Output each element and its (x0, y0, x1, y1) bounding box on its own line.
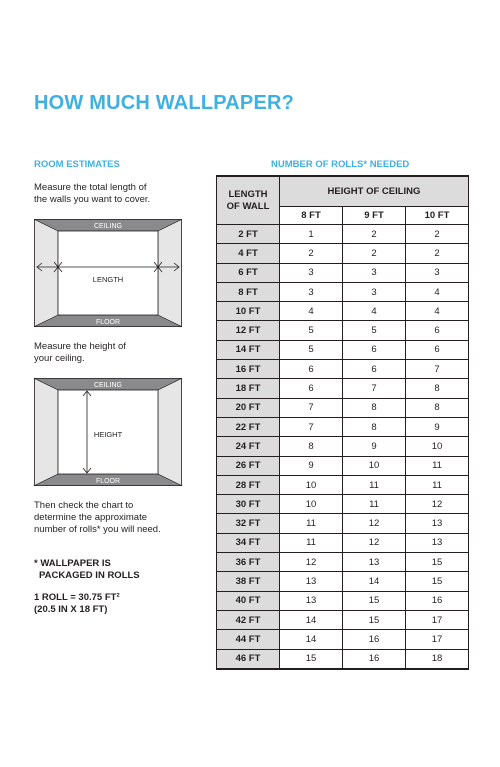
rolls-value-cell: 3 (406, 263, 469, 282)
wall-length-cell: 44 FT (217, 630, 280, 649)
table-row (217, 456, 469, 475)
table-row (217, 321, 469, 340)
check-line1: Then check the chart to (34, 500, 134, 511)
rolls-value-cell: 10 (343, 456, 406, 475)
rolls-value-cell: 11 (343, 495, 406, 514)
rolls-value-cell: 12 (406, 495, 469, 514)
rolls-value-cell: 16 (343, 649, 406, 669)
wall-length-cell: 34 FT (217, 533, 280, 552)
rolls-value-cell: 6 (343, 340, 406, 359)
wall-length-cell: 26 FT (217, 456, 280, 475)
rolls-value-cell: 14 (280, 610, 343, 629)
rolls-value-cell: 9 (280, 456, 343, 475)
wall-length-cell: 38 FT (217, 572, 280, 591)
rolls-value-cell: 8 (343, 417, 406, 436)
rolls-value-cell: 4 (280, 302, 343, 321)
rolls-value-cell: 7 (343, 379, 406, 398)
height-of-ceiling-header: HEIGHT OF CEILING (280, 176, 469, 207)
wall-length-cell: 4 FT (217, 244, 280, 263)
diagram2-height-label: HEIGHT (93, 430, 123, 439)
rolls-value-cell: 7 (280, 417, 343, 436)
rolls-value-cell: 11 (343, 475, 406, 494)
rolls-value-cell: 14 (343, 572, 406, 591)
rolls-value-cell: 13 (280, 591, 343, 610)
room-estimates-heading: ROOM ESTIMATES (34, 159, 120, 170)
rolls-value-cell: 17 (406, 630, 469, 649)
wall-length-cell: 20 FT (217, 398, 280, 417)
rolls-value-cell: 12 (343, 514, 406, 533)
wall-length-cell: 2 FT (217, 225, 280, 244)
wall-length-cell: 18 FT (217, 379, 280, 398)
roll-line2: (20.5 IN X 18 FT) (34, 604, 108, 615)
table-row (217, 591, 469, 610)
rolls-table (216, 175, 469, 670)
rolls-value-cell: 12 (343, 533, 406, 552)
rolls-value-cell: 15 (343, 610, 406, 629)
rolls-value-cell: 8 (406, 379, 469, 398)
measure-length-line2: the walls you want to cover. (34, 194, 151, 205)
packaging-note (34, 558, 140, 582)
rolls-value-cell: 13 (280, 572, 343, 591)
wall-length-cell: 46 FT (217, 649, 280, 669)
rolls-value-cell: 6 (280, 360, 343, 379)
measure-height-text (34, 341, 126, 365)
rolls-value-cell: 15 (280, 649, 343, 669)
rolls-value-cell: 7 (406, 360, 469, 379)
roll-size-note (34, 592, 120, 616)
rolls-value-cell: 11 (406, 475, 469, 494)
wall-length-cell: 36 FT (217, 553, 280, 572)
diagram2-ceiling-label: CEILING (93, 382, 123, 389)
wall-length-cell: 40 FT (217, 591, 280, 610)
table-row (217, 302, 469, 321)
rolls-value-cell: 3 (343, 282, 406, 301)
rolls-value-cell: 6 (280, 379, 343, 398)
rolls-value-cell: 4 (406, 282, 469, 301)
column-header: 9 FT (343, 207, 406, 225)
rolls-value-cell: 9 (343, 437, 406, 456)
length-of-wall-header (217, 176, 280, 225)
rolls-value-cell: 16 (343, 630, 406, 649)
rolls-value-cell: 2 (406, 225, 469, 244)
table-row (217, 379, 469, 398)
rolls-value-cell: 10 (280, 495, 343, 514)
rolls-value-cell: 8 (280, 437, 343, 456)
note-line2: PACKAGED IN ROLLS (39, 570, 140, 581)
diagram1-ceiling-label: CEILING (93, 223, 123, 230)
table-row (217, 225, 469, 244)
rolls-value-cell: 11 (280, 514, 343, 533)
measure-length-text (34, 182, 150, 206)
diagram1-length-label: LENGTH (92, 275, 124, 284)
column-header: 8 FT (280, 207, 343, 225)
wall-length-cell: 42 FT (217, 610, 280, 629)
rolls-value-cell: 10 (280, 475, 343, 494)
rolls-value-cell: 8 (406, 398, 469, 417)
length-header-line1: LENGTH (228, 188, 268, 200)
rolls-value-cell: 3 (280, 282, 343, 301)
wall-length-cell: 30 FT (217, 495, 280, 514)
rolls-value-cell: 5 (343, 321, 406, 340)
check-line3: number of rolls* you will need. (34, 524, 161, 535)
table-row (217, 244, 469, 263)
table-row (217, 572, 469, 591)
wall-length-cell: 10 FT (217, 302, 280, 321)
rolls-value-cell: 3 (280, 263, 343, 282)
rolls-value-cell: 3 (343, 263, 406, 282)
length-header-line2: OF WALL (226, 200, 270, 212)
rolls-value-cell: 17 (406, 610, 469, 629)
rolls-value-cell: 4 (343, 302, 406, 321)
wall-length-cell: 22 FT (217, 417, 280, 436)
rolls-value-cell: 12 (280, 553, 343, 572)
table-row (217, 553, 469, 572)
table-row (217, 263, 469, 282)
table-row (217, 630, 469, 649)
rolls-value-cell: 13 (406, 533, 469, 552)
length-room-diagram (34, 219, 182, 327)
rolls-value-cell: 11 (406, 456, 469, 475)
table-row (217, 649, 469, 669)
rolls-table-body (217, 225, 469, 669)
rolls-value-cell: 16 (406, 591, 469, 610)
rolls-value-cell: 14 (280, 630, 343, 649)
rolls-value-cell: 15 (406, 553, 469, 572)
rolls-value-cell: 13 (406, 514, 469, 533)
rolls-value-cell: 2 (343, 225, 406, 244)
table-row (217, 340, 469, 359)
rolls-value-cell: 8 (343, 398, 406, 417)
table-row (217, 398, 469, 417)
rolls-value-cell: 2 (280, 244, 343, 263)
height-room-diagram (34, 378, 182, 486)
measure-height-line1: Measure the height of (34, 341, 126, 352)
measure-length-line1: Measure the total length of (34, 182, 147, 193)
table-row (217, 282, 469, 301)
column-header: 10 FT (406, 207, 469, 225)
rolls-value-cell: 9 (406, 417, 469, 436)
rolls-value-cell: 5 (280, 340, 343, 359)
table-row (217, 475, 469, 494)
wall-length-cell: 6 FT (217, 263, 280, 282)
check-chart-text (34, 500, 161, 536)
table-row (217, 437, 469, 456)
rolls-value-cell: 6 (406, 340, 469, 359)
rolls-value-cell: 18 (406, 649, 469, 669)
rolls-value-cell: 13 (343, 553, 406, 572)
rolls-value-cell: 6 (343, 360, 406, 379)
table-row (217, 495, 469, 514)
diagram2-floor-label: FLOOR (95, 478, 121, 485)
check-line2: determine the approximate (34, 512, 148, 523)
page-title: HOW MUCH WALLPAPER? (34, 92, 295, 114)
table-row (217, 514, 469, 533)
wall-length-cell: 16 FT (217, 360, 280, 379)
rolls-value-cell: 10 (406, 437, 469, 456)
table-row (217, 360, 469, 379)
wall-length-cell: 32 FT (217, 514, 280, 533)
rolls-value-cell: 15 (406, 572, 469, 591)
wall-length-cell: 14 FT (217, 340, 280, 359)
measure-height-line2: your ceiling. (34, 353, 85, 364)
rolls-value-cell: 1 (280, 225, 343, 244)
table-row (217, 533, 469, 552)
wall-length-cell: 12 FT (217, 321, 280, 340)
rolls-value-cell: 5 (280, 321, 343, 340)
rolls-value-cell: 2 (406, 244, 469, 263)
rolls-value-cell: 15 (343, 591, 406, 610)
wall-length-cell: 8 FT (217, 282, 280, 301)
note-line1: * WALLPAPER IS (34, 558, 111, 569)
rolls-value-cell: 7 (280, 398, 343, 417)
rolls-value-cell: 2 (343, 244, 406, 263)
rolls-value-cell: 11 (280, 533, 343, 552)
wall-length-cell: 28 FT (217, 475, 280, 494)
table-row (217, 610, 469, 629)
roll-line1: 1 ROLL = 30.75 FT² (34, 592, 120, 603)
table-row (217, 417, 469, 436)
rolls-needed-heading: NUMBER OF ROLLS* NEEDED (271, 159, 410, 170)
diagram1-floor-label: FLOOR (95, 319, 121, 326)
rolls-value-cell: 6 (406, 321, 469, 340)
rolls-value-cell: 4 (406, 302, 469, 321)
wall-length-cell: 24 FT (217, 437, 280, 456)
